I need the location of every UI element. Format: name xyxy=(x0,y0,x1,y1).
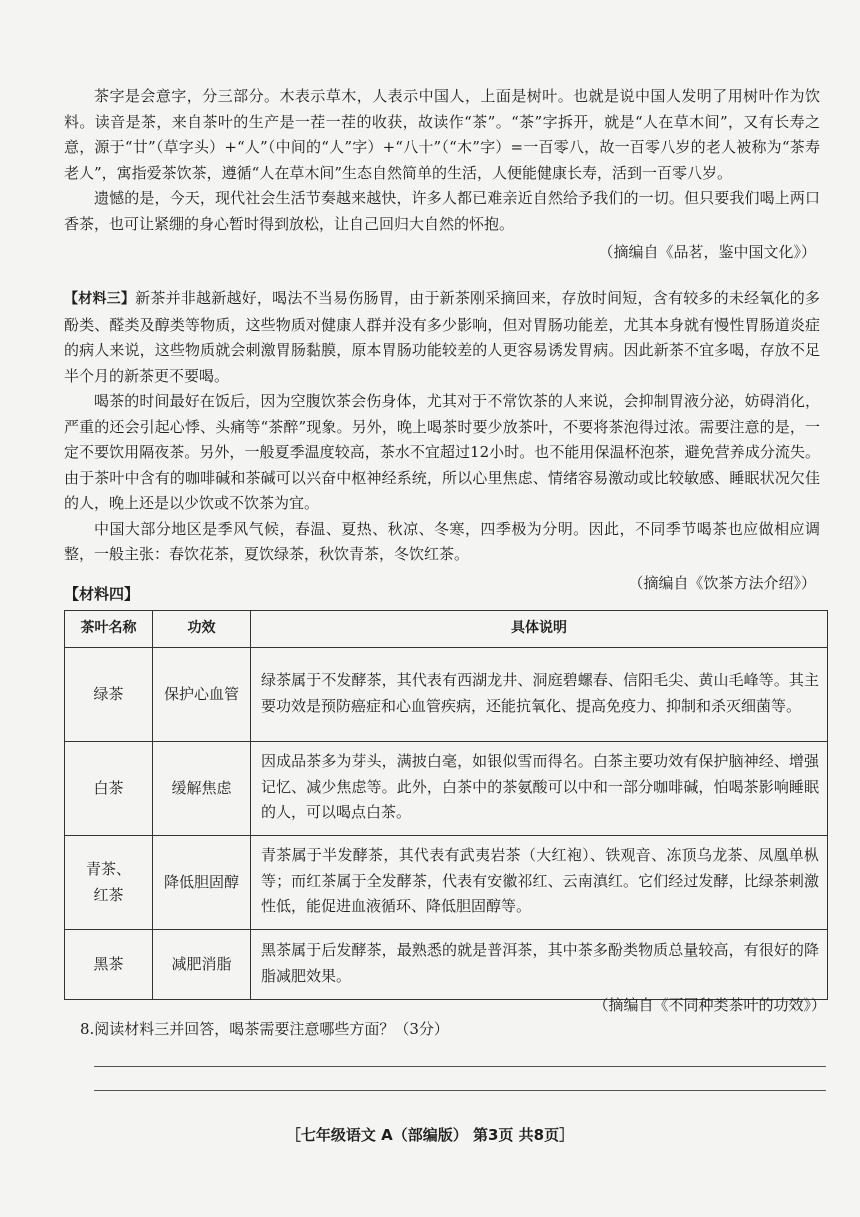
column-header: 具体说明 xyxy=(251,611,828,648)
source-citation: （摘编自《不同种类茶叶的功效》） xyxy=(593,996,826,1014)
answer-line[interactable] xyxy=(94,1066,826,1067)
paragraph-text: 新茶并非越新越好，喝法不当易伤肠胃，由于新茶刚采摘回来，存放时间短，含有较多的未经氧化的多酚类、醛类及醇类等物质，这些物质对健康人群并没有多少影响，但对胃肠功能差，尤其本身就有慢性胃肠道炎症的病人来说，这些物质就会刺激胃肠黏膜，原本胃肠功能较差的人更容易诱发胃病。因此新茶不宜多喝，存放不足半个月的新茶更不要喝。 xyxy=(64,289,820,385)
paragraph: 喝茶的时间最好在饭后，因为空腹饮茶会伤身体，尤其对于不常饮茶的人来说，会抑制胃液分泌，妨碍消化，严重的还会引起心悸、头痛等“茶醉”现象。另外，晚上喝茶时要少放茶叶，不要将茶泡得过浓。需要注意的是，一定不要饮用隔夜茶。另外，一般夏季温度较高，茶水不宜超过12小时。也不能用保温杯泡茶，避免营养成分流失。由于茶叶中含有的咖啡碱和茶碱可以兴奋中枢神经系统，所以心里焦虑、情绪容易激动或比较敏感、睡眠状况欠佳的人，晚上还是以少饮或不饮茶为宜。 xyxy=(64,392,820,512)
tea-name: 黑茶 xyxy=(65,930,153,1000)
material-label: 【材料四】 xyxy=(64,585,140,603)
question-8: 8.阅读材料三并回答，喝茶需要注意哪些方面？（3分） xyxy=(80,1020,449,1038)
tea-effect: 缓解焦虑 xyxy=(153,742,251,836)
tea-name: 青茶、红茶 xyxy=(65,836,153,930)
column-header: 茶叶名称 xyxy=(65,611,153,648)
page-footer: ［七年级语文 A（部编版） 第3页 共8页］ xyxy=(285,1126,575,1144)
tea-effect: 降低胆固醇 xyxy=(153,836,251,930)
paragraph: 遗憾的是，今天，现代社会生活节奏越来越快，许多人都已难亲近自然给予我们的一切。但只要我们喝上两口香茶，也可让紧绷的身心暂时得到放松，让自己回归大自然的怀抱。 xyxy=(64,189,820,233)
answer-line[interactable] xyxy=(94,1090,826,1091)
tea-description: 青茶属于半发酵茶，其代表有武夷岩茶（大红袍）、铁观音、冻顶乌龙茶、凤凰单枞等；而红茶属于全发酵茶，代表有安徽祁红、云南滇红。它们经过发酵，比绿茶刺激性低，能促进血液循环、降低胆固醇等。 xyxy=(251,836,828,930)
passage-material-3 xyxy=(64,286,820,597)
tea-description: 绿茶属于不发酵茶，其代表有西湖龙井、洞庭碧螺春、信阳毛尖、黄山毛峰等。其主要功效是预防癌症和心血管疾病，还能抗氧化、提高免疫力、抑制和杀灭细菌等。 xyxy=(251,648,828,742)
tea-effect: 保护心血管 xyxy=(153,648,251,742)
tea-description: 黑茶属于后发酵茶，最熟悉的就是普洱茶，其中茶多酚类物质总量较高，有很好的降脂减肥效果。 xyxy=(251,930,828,1000)
table-row xyxy=(65,930,828,1000)
tea-name: 绿茶 xyxy=(65,648,153,742)
source-citation: （摘编自《饮茶方法介绍》） xyxy=(628,573,816,592)
passage-material-2 xyxy=(64,84,820,267)
tea-effect: 减肥消脂 xyxy=(153,930,251,1000)
paragraph: 茶字是会意字，分三部分。木表示草木，人表示中国人，上面是树叶。也就是说中国人发明了用树叶作为饮料。读音是茶，来自茶叶的生产是一茬一茬的收获，故读作“茶”。“茶”字拆开，就是“人在草木间”，又有长寿之意，源于“廿”（草字头）+“人”（中间的“人”字）+“八十”（“木”字）=一百零八，故一百零八岁的老人被称为“茶寿老人”，寓指爱茶饮茶，遵循“人在草木间”生态自然简单的生活，人便能健康长寿，活到一百零八岁。 xyxy=(64,87,820,182)
table-row xyxy=(65,836,828,930)
tea-table xyxy=(64,610,828,1000)
material-label: 【材料三】 xyxy=(64,291,136,307)
table-row xyxy=(65,742,828,836)
table-row xyxy=(65,648,828,742)
paragraph xyxy=(64,286,820,389)
table-header-row xyxy=(65,611,828,648)
tea-name: 白茶 xyxy=(65,742,153,836)
column-header: 功效 xyxy=(153,611,251,648)
source-citation: （摘编自《品茗，鉴中国文化》） xyxy=(598,243,816,261)
tea-description: 因成品茶多为芽头，满披白毫，如银似雪而得名。白茶主要功效有保护脑神经、增强记忆、减少焦虑等。此外，白茶中的茶氨酸可以中和一部分咖啡碱，怕喝茶影响睡眠的人，可以喝点白茶。 xyxy=(251,742,828,836)
paragraph: 中国大部分地区是季风气候，春温、夏热、秋凉、冬寒，四季极为分明。因此，不同季节喝茶也应做相应调整，一般主张：春饮花茶，夏饮绿茶，秋饮青茶，冬饮红茶。 xyxy=(64,519,820,563)
